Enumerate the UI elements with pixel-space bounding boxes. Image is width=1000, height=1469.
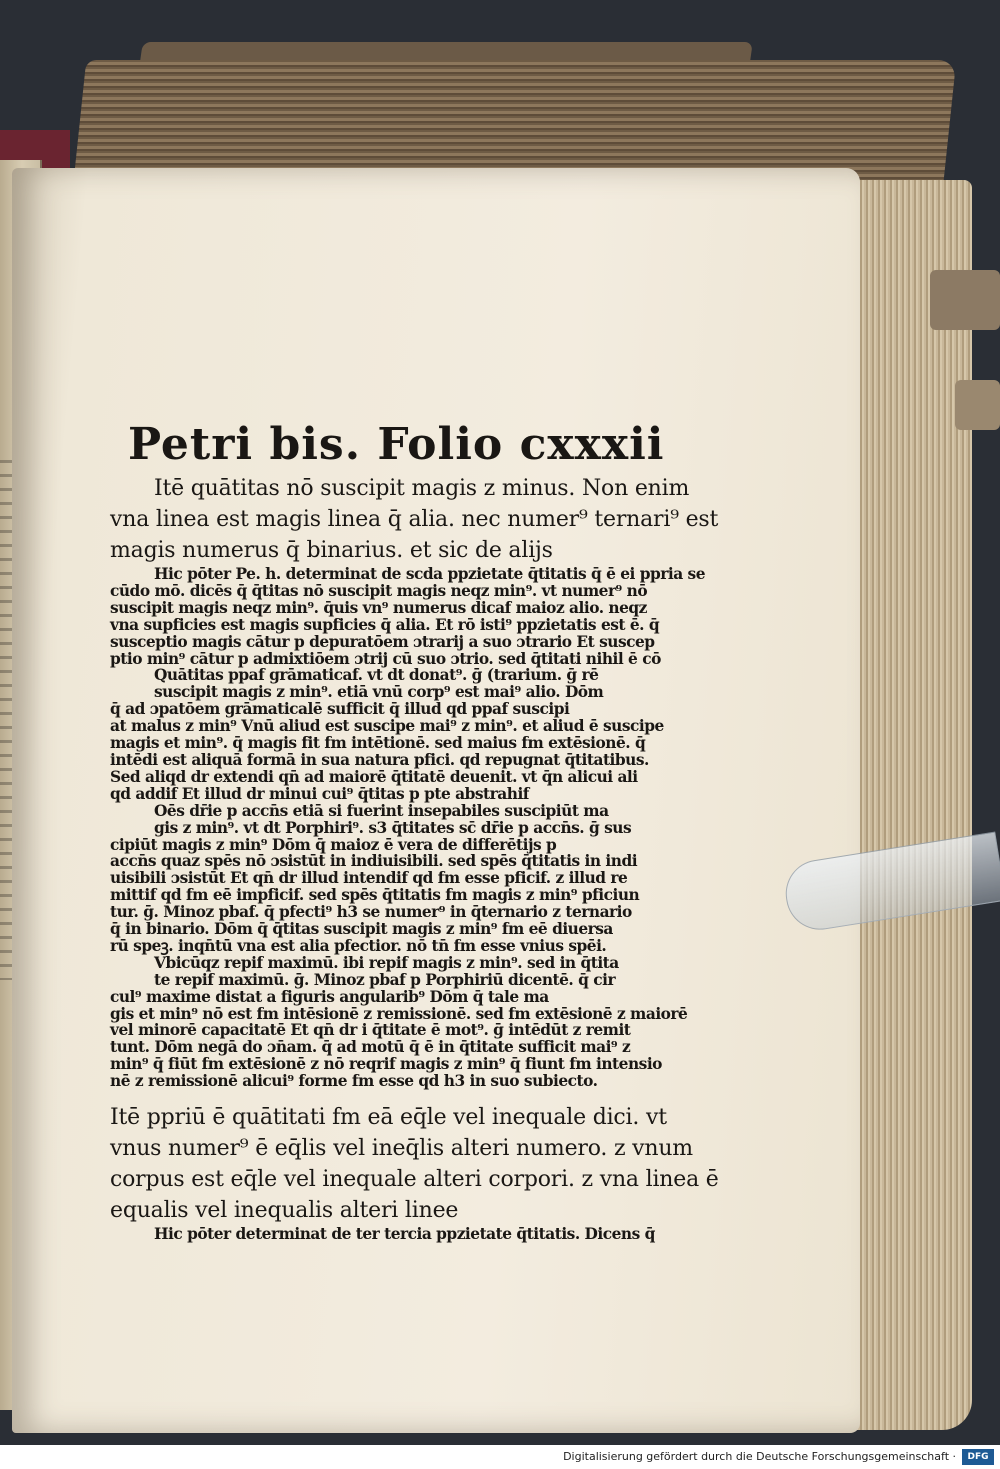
text-line: corpus est eq̄le vel inequale alteri corpori. z vna linea ē <box>110 1167 719 1193</box>
text-line: mittif qd fm eē impficif. sed spēs q̄titatis fm magis z min⁹ pficiun <box>110 886 640 905</box>
page-header: Petri bis. Folio cxxxii <box>128 419 665 470</box>
commentary-2 <box>110 666 664 803</box>
text-line: cipiūt magis z min⁹ Dōm q̄ maioz ē vera de differētijs p <box>110 835 557 854</box>
text-line: tunt. Dōm negā do ɔn̄am. q̄ ad motū q̄ ē in q̄titate sufficit mai⁹ z <box>110 1038 631 1057</box>
text-line: vnus numer⁹ ē eq̄lis vel ineq̄lis alteri numero. z vnum <box>110 1136 693 1162</box>
commentary-3 <box>110 803 640 955</box>
text-line: Hic pōter Pe. h. determinat de scda ppzietate q̄titatis q̄ ē ei ppria se <box>154 565 706 583</box>
text-line: vel minorē capacitatē Et qn̄ dr i q̄titate ē mot⁹. ḡ intēdūt z remit <box>110 1021 631 1040</box>
book-top-edge <box>74 60 957 180</box>
commentary-5 <box>110 1225 655 1244</box>
text-line: magis numerus q̄ binarius. et sic de alijs <box>110 538 553 563</box>
commentary-4 <box>110 953 688 1091</box>
commentary-1 <box>110 565 706 668</box>
footer-bar <box>0 1445 1000 1469</box>
text-line: cul⁹ maxime distat a figuris angularib⁹ Dōm q̄ tale ma <box>110 987 549 1006</box>
text-line: te repif maximū. ḡ. Minoz pbaf p Porphiriū dicentē. q̄ cir <box>154 970 616 989</box>
right-page <box>12 168 860 1433</box>
text-line: vna linea est magis linea q̄ alia. nec numer⁹ ternari⁹ est <box>110 507 719 532</box>
clasp-strap-lower <box>955 380 1000 430</box>
paragraph-2 <box>110 1102 719 1226</box>
text-line: Vbicūqz repif maximū. ibi repif magis z min⁹. sed in q̄tita <box>154 953 619 972</box>
text-line: q̄ in binario. Dōm q̄ q̄titas suscipit magis z min⁹ fm eē diuersa <box>110 920 613 939</box>
text-line: rū speꝫ. inqn̄tū vna est alia pfectior. nō tn̄ fm esse vnius spēi. <box>110 936 607 955</box>
text-block <box>110 419 719 1244</box>
text-line: qd addif Et illud dr minui cui⁹ q̄titas p pte abstrahif <box>110 784 529 803</box>
text-line: ptio min⁹ cātur p admixtiōem ɔtrij cū suo ɔtrio. sed q̄titati nihil ē cō <box>110 649 661 668</box>
paragraph-1 <box>110 473 719 566</box>
text-line: Sed aliqd dr extendi qn̄ ad maiorē q̄titatē deuenit. vt q̄n alicui ali <box>110 767 638 786</box>
text-line: at malus z min⁹ Vnū aliud est suscipe mai⁹ z min⁹. et aliud ē suscipe <box>110 717 664 736</box>
text-line: equalis vel inequalis alteri linee <box>110 1198 459 1224</box>
text-line: uisibili ɔsistūt Et qn̄ dr illud intendif qd fm esse pficif. z illud re <box>110 869 628 888</box>
text-line: vna supficies est magis supficies q̄ alia. Et rō isti⁹ ppzietatis est ē. q̄ <box>110 615 660 634</box>
text-line: gis et min⁹ nō est fm intēsionē z remissionē. sed fm extēsionē z maiorē <box>110 1004 688 1023</box>
text-line: q̄ ad ɔpatōem grāmaticalē sufficit q̄ illud qd ppaf suscipi <box>110 700 570 719</box>
text-line: gis z min⁹. vt dt Porphiri⁹. s3 q̄titates sc̄ dr̄ie p accn̄s. ḡ sus <box>154 818 632 837</box>
text-line: nē z remissionē alicui⁹ forme fm esse qd h3 in suo subiecto. <box>110 1072 598 1091</box>
text-line: magis et min⁹. q̄ magis fit fm intētionē. sed maius fm extēsionē. q̄ <box>110 734 646 753</box>
text-line: min⁹ q̄ fiūt fm extēsionē z nō reqrif magis z min⁹ q̄ fiunt fm intensio <box>110 1055 662 1074</box>
clasp-strap <box>930 270 1000 330</box>
text-line: Hic pōter determinat de ter tercia ppzietate q̄titatis. Dicens q̄ <box>154 1225 655 1244</box>
text-line: susceptio magis cātur p depuratōem ɔtrarij a suo ɔtrario Et suscep <box>110 632 655 651</box>
text-line: Itē quātitas nō suscipit magis z minus. Non enim <box>154 476 690 501</box>
dfg-logo-icon: DFG <box>962 1449 994 1465</box>
text-line: intēdi est aliquā formā in sua natura pfici. qd repugnat q̄titatibus. <box>110 750 649 769</box>
text-line: Quātitas ppaf grāmaticaf. vt dt donat⁹. ḡ (trarium. ḡ rē <box>154 666 599 685</box>
text-line: tur. ḡ. Minoz pbaf. q̄ pfecti⁹ h3 se numer⁹ in q̄ternario z ternario <box>110 903 632 922</box>
book-fore-edge <box>852 180 972 1430</box>
text-line: suscipit magis z min⁹. etiā vnū corp⁹ est mai⁹ alio. Dōm <box>154 683 604 702</box>
text-line: Oēs dr̄ie p accn̄s etiā si fuerint insepabiles suscipiūt ma <box>154 801 609 820</box>
funding-credit: Digitalisierung gefördert durch die Deutsche Forschungsgemeinschaft · <box>563 1450 956 1463</box>
text-line: cūdo mō. dicēs q̄ q̄titas nō suscipit magis neqz min⁹. vt numer⁹ nō <box>110 581 648 600</box>
text-line: accn̄s quaz spēs nō ɔsistūt in indiuisibili. sed spēs q̄titatis in indi <box>110 852 638 871</box>
text-line: Itē ppriū ē quātitati fm eā eq̄le vel inequale dici. vt <box>110 1105 667 1131</box>
text-line: suscipit magis neqz min⁹. q̄uis vn⁹ numerus dicaf maioz alio. neqz <box>110 598 647 617</box>
